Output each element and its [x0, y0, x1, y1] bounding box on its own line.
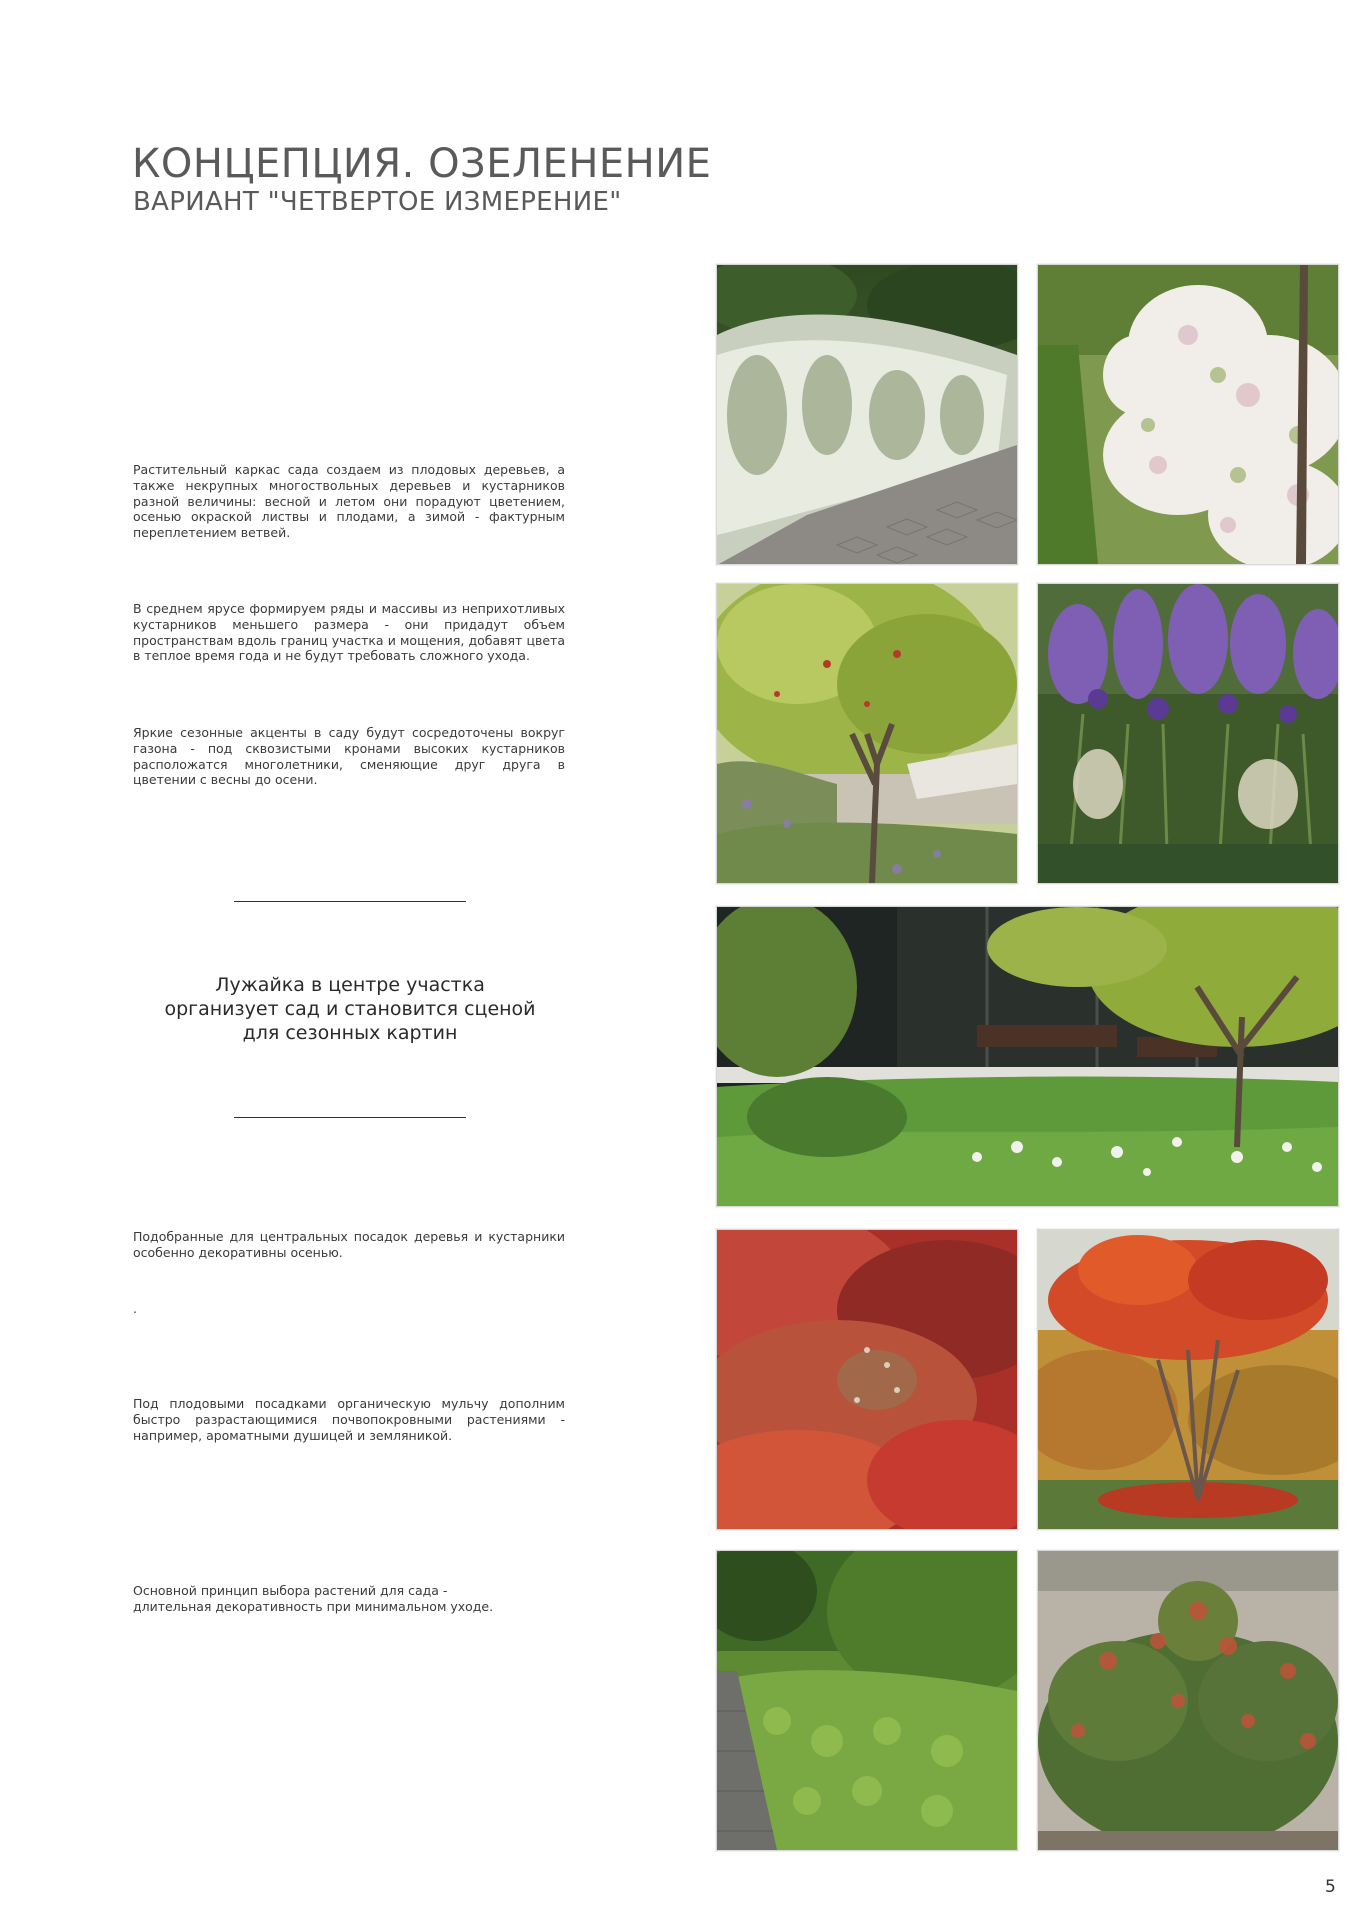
paragraph-seasonal-accents: Яркие сезонные акценты в саду будут сосредоточены вокруг газона - под сквозистыми кронами высоких кустарников расположатся многолетники, сменяющие друг друга в цветении с весны до осени.	[133, 725, 565, 788]
page-subtitle: ВАРИАНТ "ЧЕТВЕРТОЕ ИЗМЕРЕНИЕ"	[133, 187, 622, 217]
paragraph-groundcover: Под плодовыми посадками органическую мульчу дополним быстро разрастающимися почвопокровными растениями - например, ароматными душицей и земляникой.	[133, 1396, 565, 1443]
divider-bottom	[234, 1117, 466, 1118]
page-number: 5	[1325, 1877, 1336, 1897]
photo-red-barberry	[716, 1229, 1018, 1530]
paragraph-framework: Растительный каркас сада создаем из плодовых деревьев, а также некрупных многоствольных деревьев и кустарников разной величины: весной и летом они порадуют цветением, осенью окраской листвы и плодами, а зимой - фактурным переплетением ветвей.	[133, 462, 565, 541]
lawn-quote-line-3: для сезонных картин	[242, 1022, 458, 1044]
photo-apple-blossom	[1037, 264, 1339, 565]
divider-top	[234, 901, 466, 902]
lawn-quote-line-2: организует сад и становится сценой	[164, 998, 536, 1020]
paragraph-middle-tier: В среднем ярусе формируем ряды и массивы из неприхотливых кустарников меньшего размера - они придадут объем пространствам вдоль границ участка и мощения, добавят цвета в теплое время года и не будут требовать сложного ухода.	[133, 601, 565, 664]
photo-spirea-hedge	[716, 264, 1018, 565]
lawn-quote-line-1: Лужайка в центре участка	[215, 974, 485, 996]
paragraph-dot: .	[133, 1301, 137, 1316]
photo-multistem-tree	[716, 583, 1018, 884]
paragraph-autumn: Подобранные для центральных посадок деревья и кустарники особенно декоративны осенью.	[133, 1229, 565, 1260]
paragraph-principle-line-1: Основной принцип выбора растений для сада -	[133, 1583, 448, 1598]
photo-photinia-shrub	[1037, 1550, 1339, 1851]
paragraph-principle-line-2: длительная декоративность при минимальном уходе.	[133, 1598, 494, 1614]
photo-autumn-tree	[1037, 1229, 1339, 1530]
paragraph-principle	[133, 1583, 565, 1615]
photo-iris-border	[1037, 583, 1339, 884]
photo-groundcover-path	[716, 1550, 1018, 1851]
page-title: КОНЦЕПЦИЯ. ОЗЕЛЕНЕНИЕ	[132, 141, 712, 187]
photo-lawn-terrace	[716, 906, 1339, 1207]
lawn-quote	[160, 973, 540, 1045]
